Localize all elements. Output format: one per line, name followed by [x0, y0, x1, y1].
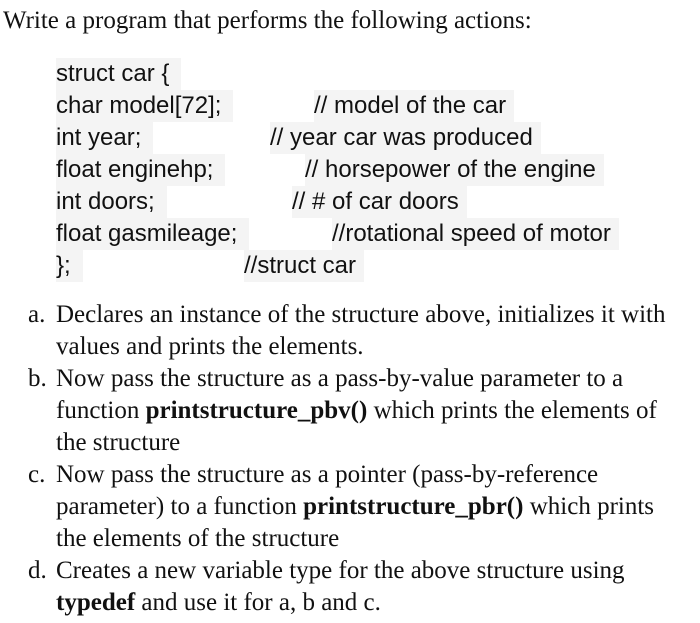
task-marker: d.	[28, 557, 47, 584]
task-text-end: which prints the elements of the structure	[56, 397, 657, 456]
code-line	[56, 154, 676, 186]
task-marker: a.	[28, 301, 46, 328]
code-text: int year;	[56, 122, 153, 154]
code-text: char model[72];	[56, 90, 233, 122]
code-comment: // model of the car	[314, 90, 514, 122]
task-text-end: and use it for a, b and c.	[135, 589, 381, 616]
function-name: printstructure_pbv()	[145, 397, 368, 424]
task-item-c	[28, 459, 690, 555]
intro-text: Write a program that performs the following actions:	[3, 7, 532, 34]
code-line	[56, 122, 676, 154]
code-comment: //rotational speed of motor	[332, 218, 619, 250]
task-item-a	[28, 299, 690, 363]
task-marker: b.	[28, 365, 47, 392]
code-line	[56, 250, 676, 282]
code-text: float gasmileage;	[56, 218, 249, 250]
function-name: printstructure_pbr()	[303, 493, 524, 520]
task-text: Declares an instance of the structure above, initializes it with values and prints the elements.	[56, 301, 666, 360]
task-text-start: Now pass the structure as a pointer (pass-by-reference parameter) to a function	[56, 461, 599, 520]
code-text: struct car {	[56, 58, 181, 90]
code-text: float enginehp;	[56, 154, 225, 186]
task-text-start: Now pass the structure as a pass-by-value parameter to a function	[56, 365, 624, 424]
code-text: int doors;	[56, 186, 167, 218]
code-comment: // horsepower of the engine	[305, 154, 604, 186]
task-list	[28, 299, 690, 619]
code-line	[56, 218, 676, 250]
code-line	[56, 90, 676, 122]
task-marker: c.	[28, 461, 46, 488]
typedef-keyword: typedef	[56, 589, 136, 616]
task-text-end: which prints the elements of the structure	[56, 493, 655, 552]
code-line	[56, 58, 676, 90]
task-text-start: Creates a new variable type for the above structure using	[56, 557, 625, 584]
code-text: };	[56, 250, 83, 282]
code-comment: //struct car	[244, 250, 364, 282]
code-line	[56, 186, 676, 218]
code-comment: // # of car doors	[292, 186, 467, 218]
task-item-b	[28, 363, 690, 459]
task-item-d	[28, 555, 690, 619]
code-comment: // year car was produced	[270, 122, 541, 154]
